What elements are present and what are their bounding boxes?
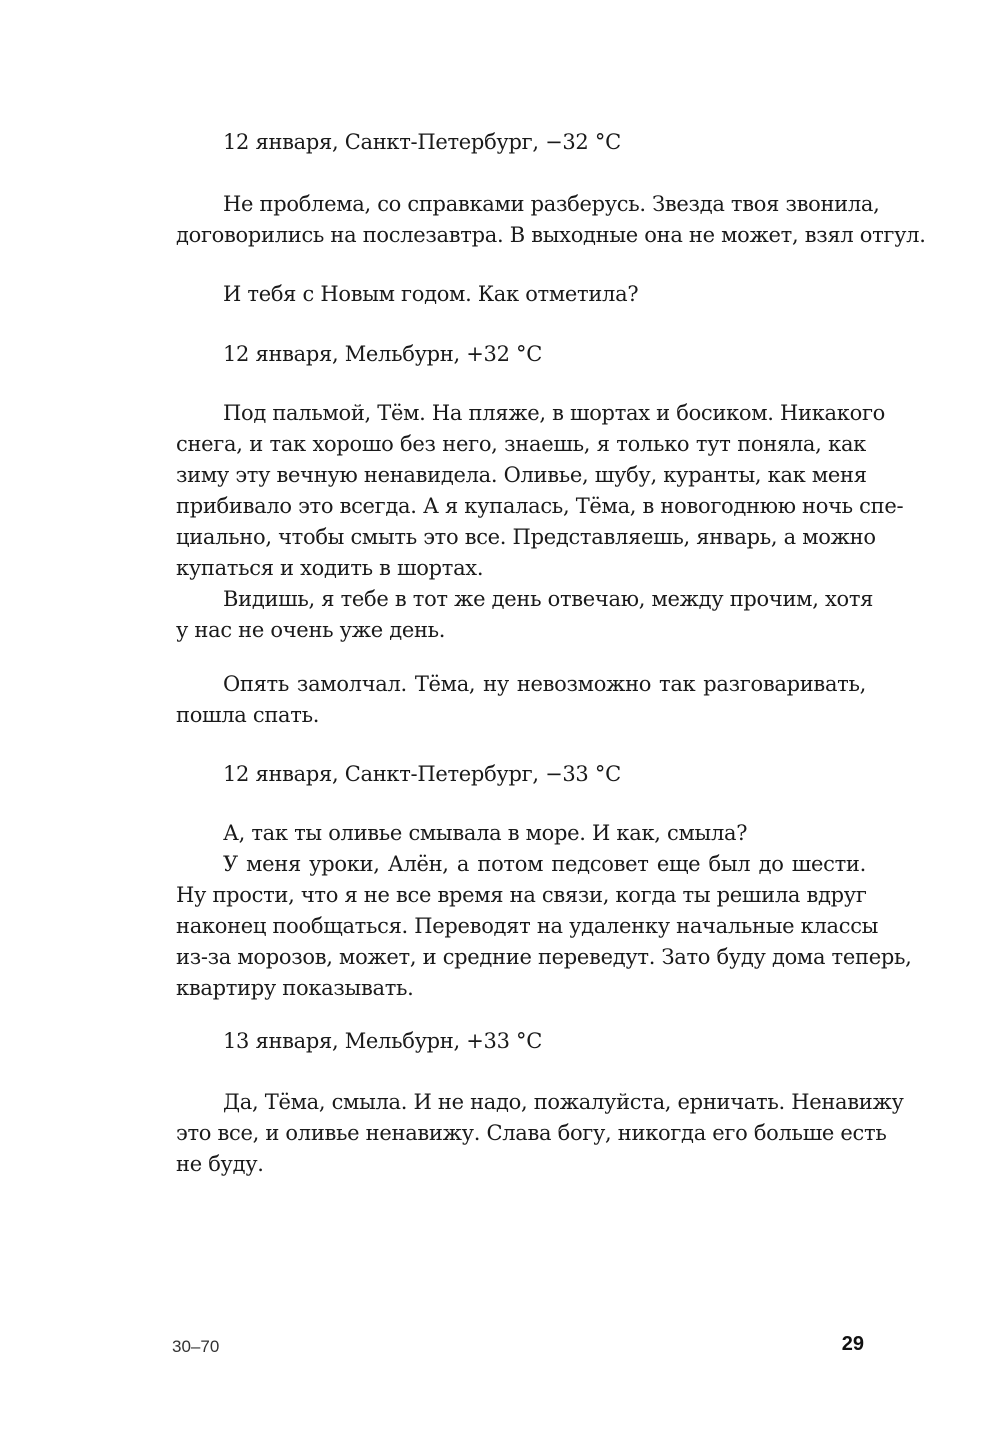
text-line: Под пальмой, Тём. На пляже, в шортах и босиком. Никакого — [223, 401, 885, 425]
text-line: И тебя с Новым годом. Как отметила? — [223, 282, 639, 306]
paragraph — [176, 669, 866, 731]
text-line: А, так ты оливье смывала в море. И как, смыла? — [223, 821, 748, 845]
text-line: купаться и ходить в шортах. — [176, 556, 484, 580]
running-footer: 30–70 — [172, 1337, 220, 1356]
text-line: 12 января, Мельбурн, +32 °C — [223, 342, 542, 366]
entry-heading — [176, 1026, 866, 1057]
text-line: циально, чтобы смыть это все. Представляешь, январь, а можно — [176, 525, 876, 549]
book-page — [176, 0, 926, 1441]
text-line: Ну прости, что я не все время на связи, когда ты решила вдруг — [176, 883, 867, 907]
text-line: наконец пообщаться. Переводят на удаленку начальные классы — [176, 914, 879, 938]
text-line: У меня уроки, Алён, а потом педсовет еще был до шести. — [223, 852, 866, 876]
text-line: не буду. — [176, 1152, 264, 1176]
entry-heading — [176, 339, 866, 370]
text-line: Не проблема, со справками разберусь. Звезда твоя звонила, — [223, 192, 880, 216]
text-line: это все, и оливье ненавижу. Слава богу, никогда его больше есть — [176, 1121, 887, 1145]
text-line: Опять замолчал. Тёма, ну невозможно так разговаривать, — [223, 672, 866, 696]
text-line: договорились на послезавтра. В выходные она не может, взял отгул. — [176, 223, 926, 247]
entry-heading — [176, 759, 866, 790]
text-line: пошла спать. — [176, 703, 320, 727]
text-line: квартиру показывать. — [176, 976, 414, 1000]
text-line: Да, Тёма, смыла. И не надо, пожалуйста, ерничать. Ненавижу — [223, 1090, 904, 1114]
paragraph — [176, 398, 904, 646]
entry-heading — [176, 127, 866, 158]
text-line: зиму эту вечную ненавидела. Оливье, шубу, куранты, как меня — [176, 463, 867, 487]
page-number: 29 — [841, 1333, 864, 1355]
paragraph — [176, 189, 926, 251]
text-line: 12 января, Санкт-Петербург, −32 °C — [223, 130, 621, 154]
text-line: прибивало это всегда. А я купалась, Тёма, в новогоднюю ночь спе- — [176, 494, 904, 518]
text-line: снега, и так хорошо без него, знаешь, я только тут поняла, как — [176, 432, 866, 456]
paragraph — [176, 818, 912, 1004]
paragraph — [176, 1087, 904, 1180]
text-line: у нас не очень уже день. — [176, 618, 446, 642]
text-line: из-за морозов, может, и средние переведут. Зато буду дома теперь, — [176, 945, 912, 969]
text-line: 13 января, Мельбурн, +33 °C — [223, 1029, 542, 1053]
text-line: 12 января, Санкт-Петербург, −33 °C — [223, 762, 621, 786]
text-line: Видишь, я тебе в тот же день отвечаю, между прочим, хотя — [223, 587, 874, 611]
paragraph — [176, 279, 866, 310]
